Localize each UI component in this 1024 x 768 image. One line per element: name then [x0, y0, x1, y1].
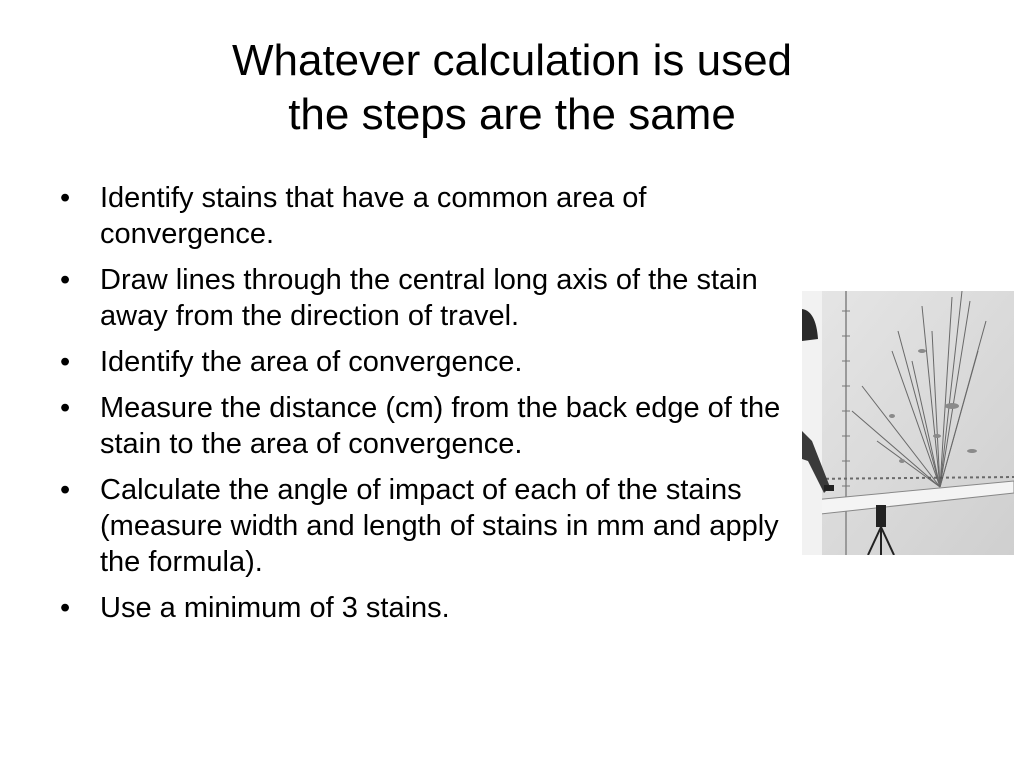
- slide-title: [112, 34, 912, 142]
- title-line-1: Whatever calculation is used: [231, 36, 793, 85]
- bullet-icon: •: [60, 182, 71, 214]
- bullet-text: Draw lines through the central long axis of the stain away from the direction of travel.: [100, 264, 758, 332]
- bullet-item: [58, 344, 788, 380]
- bullet-text: Use a minimum of 3 stains.: [100, 592, 450, 624]
- bullet-icon: •: [60, 474, 71, 506]
- bullet-icon: •: [60, 264, 71, 296]
- bullet-item: [58, 180, 788, 252]
- bullet-item: [58, 390, 788, 462]
- bloodstain-string-method-photo: [802, 291, 1014, 555]
- bullet-text: Identify stains that have a common area of convergence.: [100, 182, 647, 250]
- bullet-icon: •: [60, 346, 71, 378]
- bullet-item: [58, 472, 788, 580]
- bullet-list: [58, 180, 788, 636]
- bullet-text: Calculate the angle of impact of each of the stains (measure width and length of stains in mm and apply the formula).: [100, 474, 779, 578]
- bullet-icon: •: [60, 392, 71, 424]
- title-line-2: the steps are the same: [288, 90, 736, 139]
- bullet-item: [58, 590, 788, 626]
- bullet-item: [58, 262, 788, 334]
- bullet-icon: •: [60, 592, 71, 624]
- bullet-text: Identify the area of convergence.: [100, 346, 523, 378]
- bullet-text: Measure the distance (cm) from the back edge of the stain to the area of convergence.: [100, 392, 781, 460]
